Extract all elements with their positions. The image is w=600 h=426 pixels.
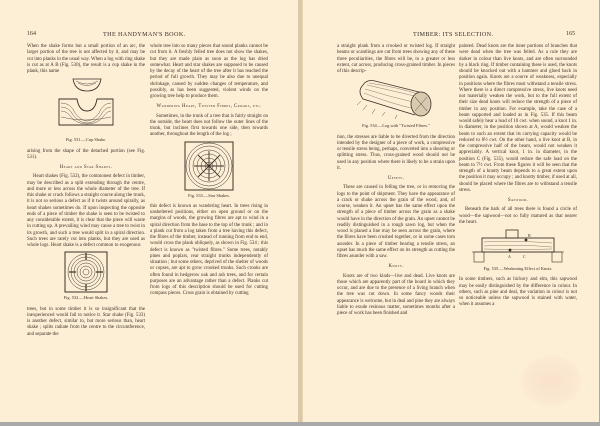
paragraph: Sometimes, in the trunk of a tree that is fairly straight on the outside, the heart does not follow the outer lines of the trunk, but inclines first towards one side, then towards another, throughout the length of the log ; [150,113,268,138]
running-head: TIMBER: ITS SELECTION. [413,31,494,38]
twisted-log-figure-icon [353,77,439,121]
text-column [27,44,145,338]
running-head: THE HANDYMAN'S BOOK. [103,31,186,38]
paragraph: Beneath the bark of all trees there is found a circle of wood—the sapwood—not so fully matured as that nearer the heart. [459,207,577,225]
text-column [150,44,268,298]
paragraph: trees, but in some timber it is so insignificant that the inexperienced would fail to notice it. Star shake (Fig. 533) is another defect, similar to, but more serious than, heart shake ; splits radiate from the centre to the circumference, and separate the [27,306,145,337]
paragraph: Knots are of two kinds—live and dead. Live knots are those which are apparently part of the board in which they occur, and are due to the presence of a living branch when the tree was cut down. In some fancy woods their appearance is welcome, but in deal and pine they are always liable to exude resinous matter, sometimes months after a piece of work has been finished and [337,273,456,316]
paragraph: whole tree into so many pieces that sound planks cannot be cut from it. A freshly felled tree does not show the shakes, but they are made plain as soon as the log has dried somewhat. Heart and star shakes are supposed to be caused by the decay of the heart of the tree after it has reached the period of full growth. They may be also due to unequal shrinkage, caused by sudden changes of temperature, and possibly, as has been suggested, violent winds on the growing tree help to produce them. [150,44,268,99]
figure-caption: Fig. 531.—Cup Shake. [65,137,107,143]
bottom-margin [0,422,600,426]
paper-stain [521,356,581,406]
left-page [0,0,299,422]
section-heading: Heart and Star Shakes. [59,165,113,170]
heart-shake-figure-icon [64,251,108,293]
paragraph: Heart shakes (Fig. 532), the commonest defect in timber, may be described as a split extending through the centre, and more or less across the whole diameter of the tree. If this shake or crack follows a straight course along the trunk, it is not so serious a defect as if it twists around spirally, as heart shakes sometimes do. If upon inspecting the opposite ends of a piece of timber the shake is seen to be twisted to any considerable extent, it is clear that the piece will waste in cutting up. A prevailing wind may cause a tree to twist in its growth, and such a tree would split in a spiral direction. Such trees are rarely cut into planks, but they are used as whole logs. Heart shake is a defect common to exogenous [27,174,145,248]
section-heading: Wandering Heart, Twisted Fibres, Crooks, etc. [156,104,262,110]
page-number: 165 [566,31,575,37]
figure-caption: Fig. 534.—Log with "Twisted Fibres." [362,123,430,129]
paragraph: painted. Dead knots are the inner portions of branches that were dead when the tree was felled. As a rule they are darker in colour than live knots, and are often surrounded by a black ring. If timber containing these is used, the knots should be knocked out with a hammer and glued back in position again. Knots are a source of weakness, especially in positions where the fibres must withstand a tensile stress. Where there is a direct compressive stress, live knots need not materially weaken the work, but to the full extent of their size dead knots will reduce the strength of a piece of timber in any position. For example, take the case of a beam supported and loaded as in Fig. 535. If this beam would safely bear a load of 10 cwt. when sound, a knot 1 in. in diameter, in the position shown at A, would weaken the beam to such an extent that its carrying capacity would be reduced to 8½ cwt. On the other hand, a live knot at B, in the compressive half of the beam, would not weaken it appreciably. A vertical knot, 1 in. in diameter, in the position C (Fig. 535), would reduce the safe load on the beam to 7½ cwt. From these figures it will be seen that the strength of a knotty beam depends to a great extent upon the position it may occupy ; and knotty timber, if used at all, should be placed where the fibres are to withstand a tensile stress. [459,44,577,193]
figure-caption: Fig. 535.—Weakening Effect of Knots. [483,266,553,271]
svg-text:A: A [508,254,511,259]
figure-caption: Fig. 533.—Star Shakes. [188,192,230,198]
knotted-beam-figure-icon [468,228,568,264]
text-column [459,44,577,309]
section-heading: Knots. [388,264,404,270]
paragraph: this defect is known as wandering heart. In trees rising in unsheltered positions, either on open ground or on the margins of woods, the growing fibres are apt to wind in a spiral direction from the base to the top of the trunk ; and in a plank cut from a log taken from a tree having this defect, the fibres of the timber, instead of running from end to end, would cross the plank obliquely, as shown in Fig. 534 ; this defect is known as "twisted fibres." Some trees, notably pines and poplars, rear straight trunks independently of situation ; but some others, deprived of the shelter of woods or copses, are apt to grow crooked trunks. Such crooks are often found in hedgerow oak and ash trees, and for certain purposes are an advantage rather than a defect. Planks cut from logs of this description should be used for cutting compass pieces. Cross grain is obtained by cutting [150,203,268,297]
svg-text:C: C [523,254,526,259]
star-shake-figure-icon [184,141,234,191]
paragraph: In some timbers, such as hickory and elm, this sapwood may be easily distinguished by the difference in colour. In others, such as pine and deal, the variation in colour is not so noticeable unless the sapwood is stained with water, when it assumes a [459,277,577,308]
paragraph: arising from the shape of the detached portion (see Fig. 531). [27,148,145,160]
paragraph: These are caused in felling the tree, or in removing the logs to the point of shipment. They have the appearance of a crack or shake across the grain of the wood, and, of course, weaken it. An upset has the same effect upon the strength of a piece of timber across the grain as a shake would have in the direction of the grain. An upset cannot be readily distinguished in a rough sawn log, but when the wood is planed a line may be seen across the grain, where the fibres have been crushed together, or in some cases torn asunder. In a piece of timber bearing a tensile stress, an upset has much the same effect on its strength as cutting the fibres asunder with a saw. [337,185,455,259]
section-heading: Sapwood. [507,198,529,203]
figure-caption: Fig. 532.—Heart Shakes. [63,295,109,301]
paragraph: tion, the stresses are liable to be diverted from the direction intended by the designer of a piece of work, a compressive or tensile stress being, perhaps, converted into a shearing or splitting stress. Thus, cross-grained wood should not be used in any position where there is likely to be a strain upon it. [337,134,455,171]
page-number: 164 [27,31,36,37]
right-page [302,0,599,422]
svg-text:B: B [528,233,531,238]
section-heading: Upsets. [387,176,405,181]
paragraph: When the shake forms but a small portion of an arc, the larger portion of the tree is not affected by it, and may be cut into planks in the usual way. When a log with ring shake is cut as at A B (Fig. 530), the result is a cup shake in the plank, this name [27,44,145,74]
text-column [337,44,455,317]
cup-shake-figure-icon [55,77,117,135]
paragraph: a straight plank from a crooked or twisted log. If straight beams or scantlings are cut from trees showing any of these three peculiarities, the fibres will be, to a greater or less extent, cut across, producing cross-grained timber. In pieces of this descrip- [337,44,455,74]
